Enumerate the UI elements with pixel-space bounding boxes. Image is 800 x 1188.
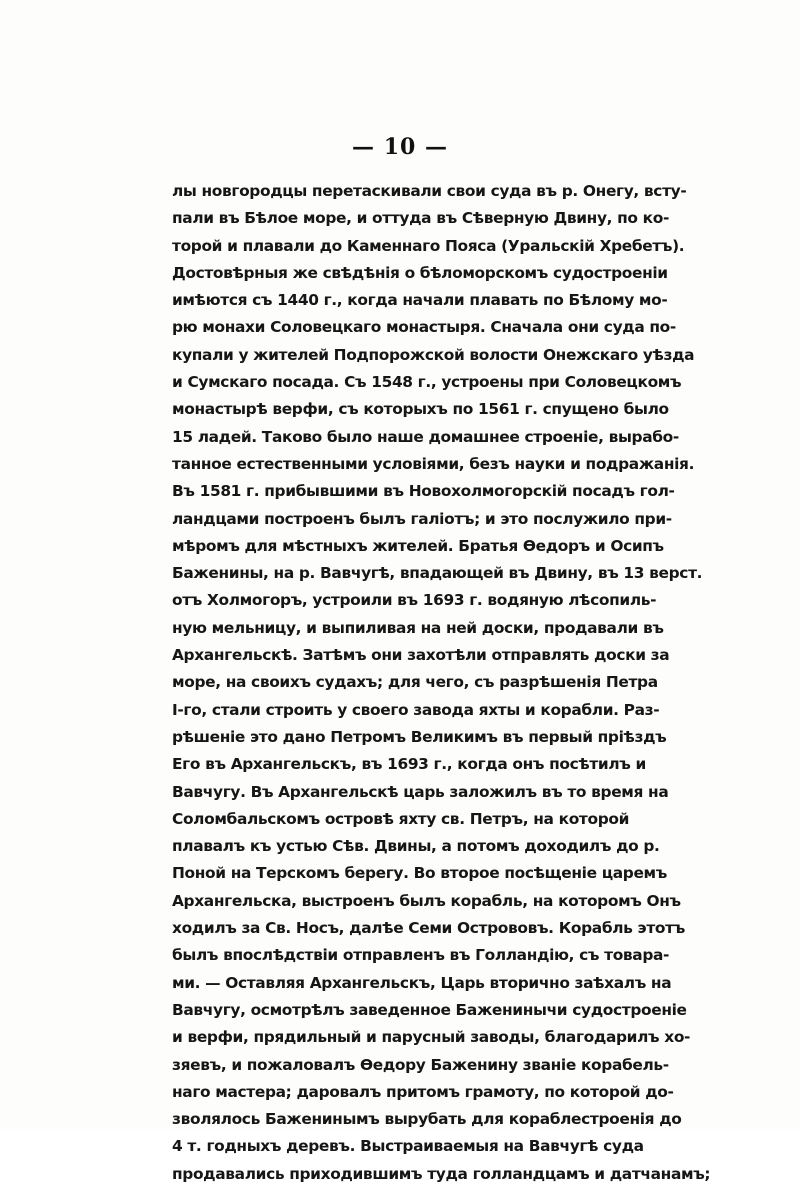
text-line: Баженины, на р. Вавчугѣ, впадающей въ Двину, въ 13 верст.	[172, 564, 703, 583]
text-line: монастырѣ верфи, съ которыхъ по 1561 г. спущено было	[172, 400, 669, 419]
text-line: рѣшеніе это дано Петромъ Великимъ въ первый пріѣздъ	[172, 727, 667, 746]
text-line: и Сумскаго посада. Съ 1548 г., устроены при Соловецкомъ	[172, 373, 682, 392]
text-line: отъ Холмогоръ, устроили въ 1693 г. водяную лѣсопиль-	[172, 591, 657, 610]
text-line: Поной на Терскомъ берегу. Во второе посѣщеніе царемъ	[172, 864, 667, 883]
text-line: Архангельска, выстроенъ былъ корабль, на которомъ Онъ	[172, 891, 681, 910]
text-line: море, на своихъ судахъ; для чего, съ разрѣшенія Петра	[172, 673, 658, 692]
text-line: Соломбальскомъ островѣ яхту св. Петръ, на которой	[172, 809, 630, 828]
text-line: лы новгородцы перетаскивали свои суда въ р. Онегу, всту-	[172, 182, 687, 200]
page-number: — 10 —	[352, 134, 448, 160]
text-line: плавалъ къ устью Сѣв. Двины, а потомъ доходилъ до р.	[172, 837, 660, 856]
text-line: наго мастера; даровалъ притомъ грамоту, по которой до-	[172, 1082, 674, 1101]
text-line: 4 т. годныхъ деревъ. Выстраиваемыя на Вавчугѣ суда	[172, 1137, 644, 1156]
text-line: зяевъ, и пожаловалъ Ѳедору Баженину званіе корабель-	[172, 1055, 669, 1074]
text-line: купали у жителей Подпорожской волости Онежскаго уѣзда	[172, 345, 695, 364]
text-line: Архангельскѣ. Затѣмъ они захотѣли отправлять доски за	[172, 646, 670, 665]
text-line: торой и плавали до Каменнаго Пояса (Уральскій Хребетъ).	[172, 236, 685, 255]
text-line: мѣромъ для мѣстныхъ жителей. Братья Ѳедоръ и Осипъ	[172, 536, 664, 555]
text-line: продавались приходившимъ туда голландцамъ и датчанамъ;	[172, 1164, 711, 1183]
text-line: I-го, стали строить у своего завода яхты и корабли. Раз-	[172, 700, 660, 719]
text-line: ную мельницу, и выпиливая на ней доски, продавали въ	[172, 618, 664, 637]
text-line: Въ 1581 г. прибывшими въ Новохолмогорскій посадъ гол-	[172, 482, 675, 501]
text-line: ландцами построенъ былъ галіотъ; и это послужило при-	[172, 509, 672, 528]
text-line: былъ впослѣдствіи отправленъ въ Голландію, съ товара-	[172, 946, 670, 965]
text-line: имѣются съ 1440 г., когда начали плавать по Бѣлому мо-	[172, 291, 668, 310]
body-text	[172, 178, 711, 1188]
text-line: 15 ладей. Таково было наше домашнее строеніе, вырабо-	[172, 427, 679, 446]
text-line: Вавчугу. Въ Архангельскѣ царь заложилъ въ то время на	[172, 782, 669, 801]
text-line: и верфи, прядильный и парусный заводы, благодарилъ хо-	[172, 1028, 691, 1047]
text-line: пали въ Бѣлое море, и оттуда въ Сѣверную Двину, по ко-	[172, 209, 670, 228]
text-line: танное естественными условіями, безъ науки и подражанія.	[172, 454, 695, 473]
text-line: Достовѣрныя же свѣдѣнія о бѣломорскомъ судостроеніи	[172, 263, 668, 282]
text-line: рю монахи Соловецкаго монастыря. Сначала они суда по-	[172, 318, 676, 337]
text-line: Его въ Архангельскъ, въ 1693 г., когда онъ посѣтилъ и	[172, 755, 646, 774]
text-line: ми. — Оставляя Архангельскъ, Царь вторично заѣхалъ на	[172, 973, 672, 992]
text-line: ходилъ за Св. Носъ, далѣе Семи Острововъ. Корабль этотъ	[172, 919, 685, 938]
text-line: Вавчугу, осмотрѣлъ заведенное Баженинычи судостроеніе	[172, 1000, 687, 1019]
text-line: зволялось Баженинымъ вырубать для кораблестроенія до	[172, 1110, 682, 1129]
